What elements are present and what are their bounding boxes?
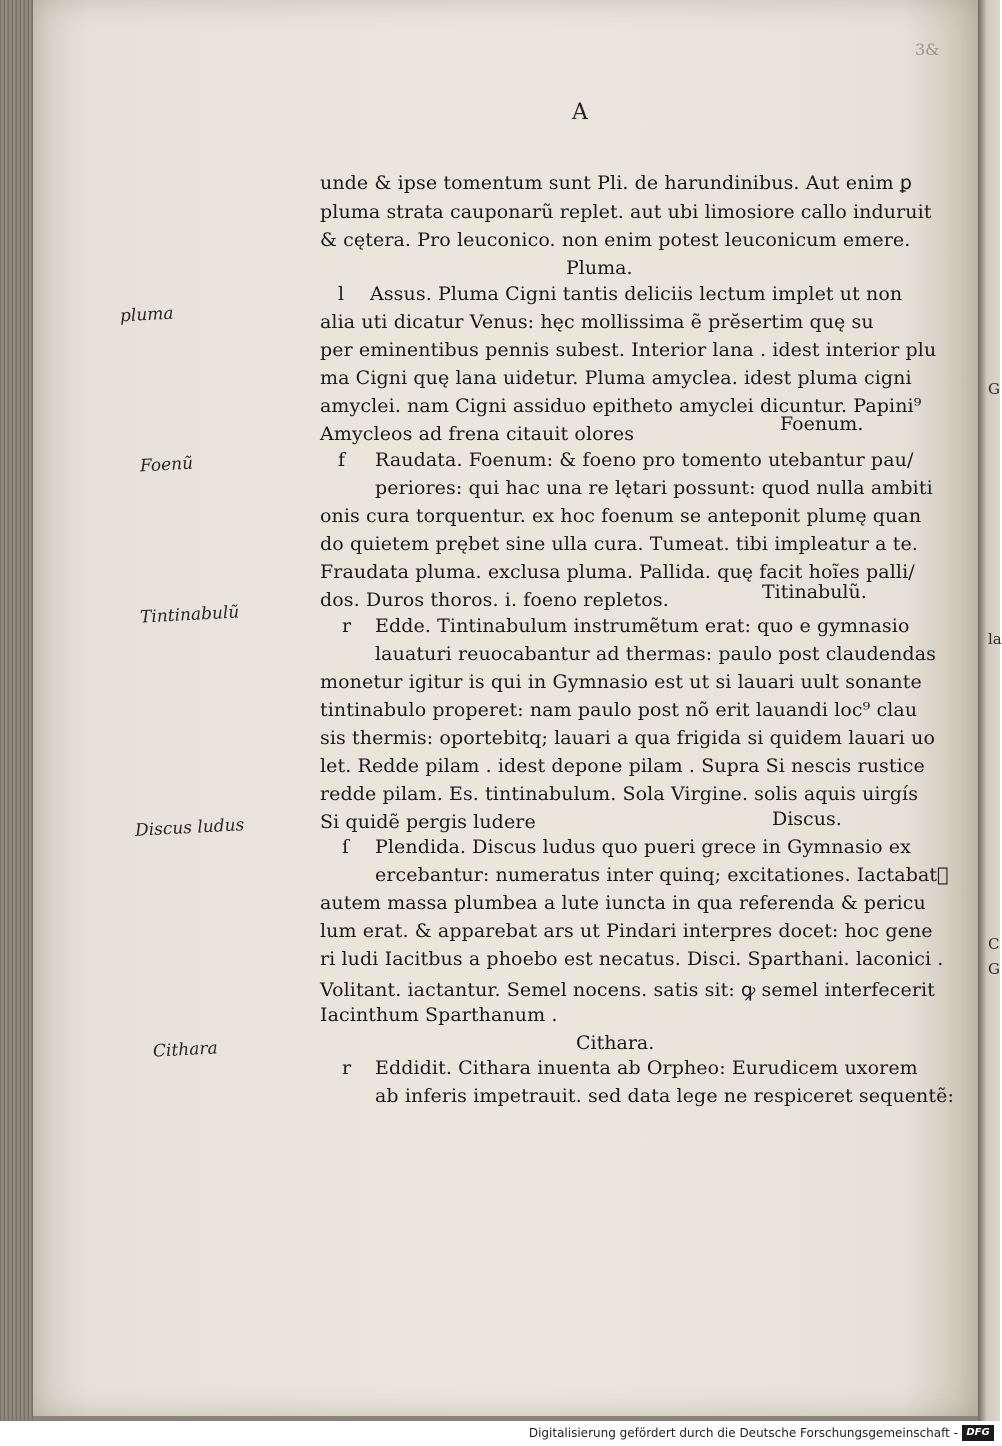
section-heading-foenum: Foenum. bbox=[780, 413, 864, 435]
text-line: let. Redde pilam . idest depone pilam . Supra Si nescis rustice bbox=[320, 755, 925, 777]
text-line: autem massa plumbea a lute iuncta in qua referenda & pericu bbox=[320, 892, 926, 914]
marginal-note-discus: Discus ludus bbox=[134, 815, 245, 841]
text-line: amyclei. nam Cigni assiduo epitheto amyclei dicuntur. Papini⁹ bbox=[320, 395, 922, 417]
text-line: Si quidẽ pergis ludere bbox=[320, 811, 536, 833]
text-line: ab inferis impetrauit. sed data lege ne respiceret sequentẽ: bbox=[375, 1085, 954, 1107]
text-line: per eminentibus pennis subest. Interior lana . idest interior plu bbox=[320, 339, 937, 361]
section-heading-pluma: Pluma. bbox=[566, 257, 633, 279]
lombard-initial: f bbox=[338, 449, 346, 471]
text-line: ma Cigni quę lana uidetur. Pluma amyclea. idest pluma cigni bbox=[320, 367, 912, 389]
text-line: monetur igitur is qui in Gymnasio est ut si lauari uult sonante bbox=[320, 671, 922, 693]
text-line: redde pilam. Es. tintinabulum. Sola Virgine. solis aquis uirgís bbox=[320, 783, 919, 805]
text-line: periores: qui hac una re lętari possunt: quod nulla ambiti bbox=[375, 477, 933, 499]
text-line: Assus. Pluma Cigni tantis deliciis lectum implet ut non bbox=[370, 283, 903, 305]
book-edge bbox=[0, 0, 33, 1421]
text-line: ercebantur: numeratus inter quinq; excitationes. Iactabat᷑ bbox=[375, 864, 949, 886]
facing-page-glyph: G bbox=[988, 380, 1000, 398]
text-line: pluma strata cauponarũ replet. aut ubi limosiore callo induruit bbox=[320, 201, 932, 223]
facing-page-edge bbox=[978, 0, 1000, 1421]
text-line: & cętera. Pro leuconico. non enim potest leuconicum emere. bbox=[320, 229, 911, 251]
marginal-note-cithara: Cithara bbox=[152, 1038, 219, 1062]
text-line: do quietem prębet sine ulla cura. Tumeat. tibi impleatur a te. bbox=[320, 533, 918, 555]
text-line: unde & ipse tomentum sunt Pli. de harundinibus. Aut enim ꝑ bbox=[320, 172, 913, 194]
lombard-initial: ſ bbox=[342, 836, 350, 858]
signature-mark: A bbox=[572, 100, 588, 125]
text-line: alia uti dicatur Venus: hęc mollissima ẽ prĕsertim quę su bbox=[320, 311, 874, 333]
dfg-logo-icon: DFG bbox=[962, 1425, 994, 1441]
section-heading-cithara: Cithara. bbox=[576, 1032, 655, 1054]
corner-folio-number: 3& bbox=[915, 40, 940, 59]
facing-page-glyph: la bbox=[988, 630, 1002, 648]
lombard-initial: r bbox=[342, 1057, 352, 1079]
text-line: Volitant. iactantur. Semel nocens. satis sit: ꝙ semel interfecerit bbox=[320, 979, 935, 1001]
text-line: lum erat. & apparebat ars ut Pindari interpres docet: hoc gene bbox=[320, 920, 933, 942]
text-line: onis cura torquentur. ex hoc foenum se anteponit plumę quan bbox=[320, 505, 922, 527]
footer-bar bbox=[0, 1421, 1000, 1446]
text-line: Amycleos ad frena citauit olores bbox=[320, 423, 635, 445]
text-line: ri ludi Iacitbus a phoebo est necatus. Disci. Sparthani. laconici . bbox=[320, 948, 944, 970]
footer-credit: Digitalisierung gefördert durch die Deutsche Forschungsgemeinschaft - bbox=[528, 1426, 958, 1440]
facing-page-glyph: C bbox=[988, 935, 1000, 953]
marginal-note-foenum: Foenũ bbox=[139, 453, 194, 477]
text-line: Eddidit. Cithara inuenta ab Orpheo: Eurudicem uxorem bbox=[375, 1057, 918, 1079]
text-line: tintinabulo properet: nam paulo post nõ erit lauandi loc⁹ clau bbox=[320, 699, 918, 721]
text-line: Edde. Tintinabulum instrumẽtum erat: quo e gymnasio bbox=[375, 615, 910, 637]
text-line: sis thermis: oportebitq; lauari a qua frigida si quidem lauari uo bbox=[320, 727, 935, 749]
section-heading-discus: Discus. bbox=[772, 808, 842, 830]
text-line: Iacinthum Sparthanum . bbox=[320, 1004, 558, 1026]
text-line: Fraudata pluma. exclusa pluma. Pallida. quę facit hoĩes palli/ bbox=[320, 561, 915, 583]
section-heading-tintinabulum: Titinabulũ. bbox=[762, 581, 867, 603]
text-line: Plendida. Discus ludus quo pueri grece in Gymnasio ex bbox=[375, 836, 911, 858]
text-line: lauaturi reuocabantur ad thermas: paulo post claudendas bbox=[375, 643, 936, 665]
text-line: Raudata. Foenum: & foeno pro tomento utebantur pau/ bbox=[375, 449, 914, 471]
lombard-initial: r bbox=[342, 615, 352, 637]
marginal-note-pluma: pluma bbox=[119, 303, 175, 327]
marginal-note-tintinabulum: Tintinabulũ bbox=[139, 602, 240, 628]
text-line: dos. Duros thoros. i. foeno repletos. bbox=[320, 589, 669, 611]
lombard-initial: l bbox=[338, 283, 345, 305]
facing-page-glyph: G bbox=[988, 960, 1000, 978]
